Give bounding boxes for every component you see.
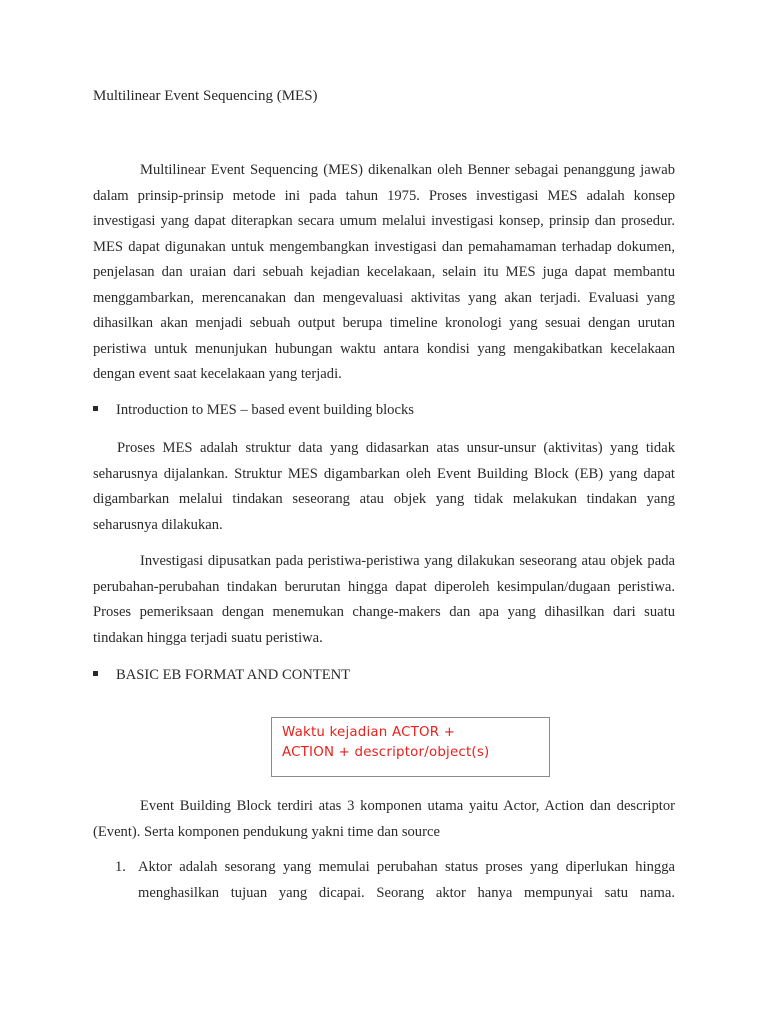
eb-format-line-2: ACTION + descriptor/object(s) bbox=[282, 745, 490, 760]
bullet-text: BASIC EB FORMAT AND CONTENT bbox=[116, 667, 351, 683]
eb-format-line-1: Waktu kejadian ACTOR + bbox=[282, 725, 456, 740]
square-bullet-icon bbox=[93, 406, 98, 411]
paragraph-investigation: Investigasi dipusatkan pada peristiwa-peristiwa yang dilakukan seseorang atau objek pada perubahan-perubahan tindakan berurutan hingga dapat diperoleh kesimpulan/dugaan peristiwa. Proses pemeriksaan dengan menemukan change-makers dan apa yang dihasilkan dari suatu tindakan hingga terjadi suatu peristiwa. bbox=[93, 553, 675, 646]
eb-format-box bbox=[271, 717, 550, 777]
list-text: Aktor adalah sesorang yang memulai perubahan status proses yang diperlukan hingga menghasilkan tujuan yang dicapai. Seorang aktor hanya mempunyai satu nama. bbox=[138, 859, 675, 901]
square-bullet-icon bbox=[93, 671, 98, 676]
document-title: Multilinear Event Sequencing (MES) bbox=[93, 88, 318, 104]
paragraph-eb-components: Event Building Block terdiri atas 3 komponen utama yaitu Actor, Action dan descriptor (Event). Serta komponen pendukung yakni time dan source bbox=[93, 798, 675, 840]
paragraph-mes-introduction: Multilinear Event Sequencing (MES) dikenalkan oleh Benner sebagai penanggung jawab dalam prinsip-prinsip metode ini pada tahun 1975. Proses investigasi MES adalah konsep investigasi yang dapat diterapkan secara umum melalui investigasi konsep, prinsip dan prosedur. MES dapat digunakan untuk mengembangkan investigasi dan pemahamaman terhadap dokumen, penjelasan dan uraian dari sebuah kejadian kecelakaan, selain itu MES juga dapat membantu menggambarkan, merencanakan dan mengevaluasi aktivitas yang akan terjadi. Evaluasi yang dihasilkan akan menjadi sebuah output berupa timeline kronologi yang sesuai dengan urutan peristiwa untuk menunjukan hubungan waktu antara kondisi yang mengakibatkan kecelakaan dengan event saat kecelakaan yang terjadi. bbox=[93, 162, 675, 382]
bullet-item-eb-format bbox=[93, 665, 350, 685]
bullet-text: Introduction to MES – based event building blocks bbox=[116, 402, 414, 418]
list-number: 1. bbox=[115, 859, 126, 875]
bullet-item-introduction bbox=[93, 400, 414, 420]
paragraph-mes-structure: Proses MES adalah struktur data yang didasarkan atas unsur-unsur (aktivitas) yang tidak seharusnya dijalankan. Struktur MES digambarkan oleh Event Building Block (EB) yang dapat digambarkan melalui tindakan seseorang atau objek yang tidak melakukan tindakan yang seharusnya dilakukan. bbox=[93, 440, 675, 533]
